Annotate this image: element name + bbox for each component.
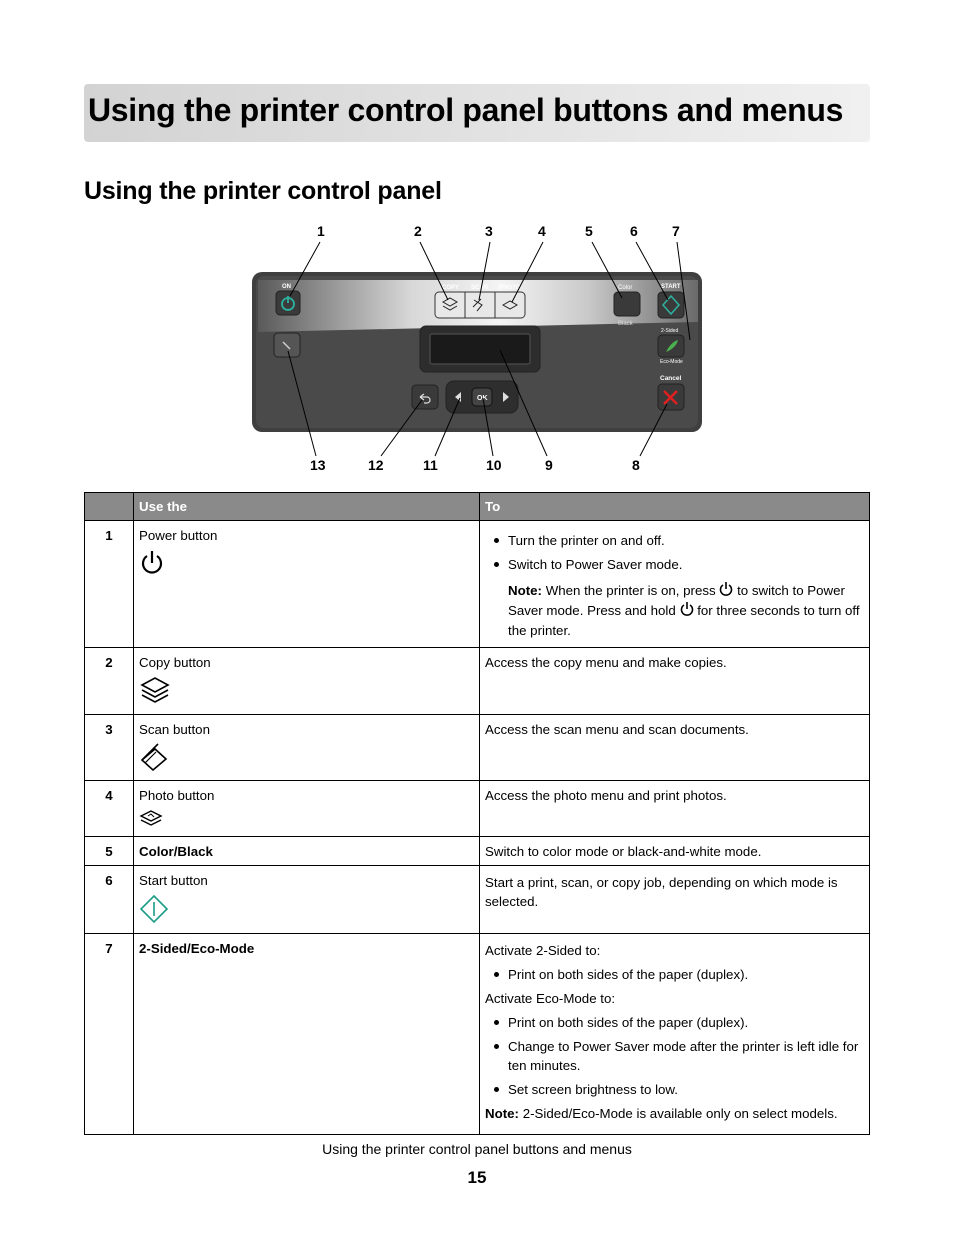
panel-label-scan: SCAN [471, 285, 489, 291]
panel-label-2sided: 2-Sided [661, 328, 679, 334]
panel-label-eco: Eco-Mode [660, 359, 683, 365]
panel-label-copy: COPY [442, 285, 460, 291]
note [508, 581, 864, 641]
chapter-title: Using the printer control panel buttons and menus [88, 92, 844, 128]
row-number: 7 [85, 934, 134, 1135]
note-text-part1: When the printer is on, press [545, 583, 716, 598]
list-item: Set screen brightness to low. [508, 1080, 864, 1099]
power-icon [139, 549, 165, 577]
scan-icon [139, 743, 169, 771]
table-row [85, 715, 870, 781]
callout-5: 5 [585, 223, 593, 239]
panel-label-color: Color [618, 285, 633, 291]
table-row [85, 934, 870, 1135]
table-header-use: Use the [134, 493, 480, 521]
row-number: 6 [85, 866, 134, 934]
note-text: 2-Sided/Eco-Mode is available only on select models. [522, 1106, 838, 1121]
note [485, 1104, 864, 1123]
panel-label-cancel: Cancel [660, 375, 682, 382]
control-panel-figure [0, 0, 954, 480]
note-text-part2: to switch to Power Saver mode. Press and hold [508, 583, 845, 618]
row-use [134, 781, 480, 837]
row-number: 1 [85, 521, 134, 648]
page-number: 15 [467, 1168, 487, 1187]
callout-8: 8 [632, 457, 640, 473]
callout-7: 7 [672, 223, 680, 239]
callout-4: 4 [538, 223, 546, 239]
callout-2: 2 [414, 223, 422, 239]
row-to: Access the photo menu and print photos. [480, 781, 870, 837]
list-item: Print on both sides of the paper (duplex). [508, 1013, 864, 1032]
list-item: Turn the printer on and off. [508, 531, 864, 550]
row-name: Scan button [139, 722, 210, 737]
inline-power-icon [719, 581, 733, 597]
callout-10: 10 [486, 457, 502, 473]
row-name: 2-Sided/Eco-Mode [134, 934, 480, 1135]
callout-11: 11 [423, 457, 438, 473]
callout-12: 12 [368, 457, 384, 473]
panel-label-photo: PHOTO [499, 285, 521, 291]
row-use [134, 521, 480, 648]
intro-text: Activate Eco-Mode to: [485, 991, 616, 1006]
panel-color-black-button [614, 292, 640, 316]
panel-label-start: START [661, 284, 681, 290]
row-name: Color/Black [134, 837, 480, 866]
row-use [134, 715, 480, 781]
row-to: Switch to color mode or black-and-white mode. [480, 837, 870, 866]
callout-9: 9 [545, 457, 553, 473]
note-label: Note: [508, 583, 542, 598]
intro-text: Activate 2-Sided to: [485, 943, 601, 958]
row-number: 4 [85, 781, 134, 837]
callout-13: 13 [310, 457, 326, 473]
row-name: Start button [139, 873, 208, 888]
row-use [134, 866, 480, 934]
table-row [85, 521, 870, 648]
start-icon [139, 894, 169, 924]
list-item: Change to Power Saver mode after the printer is left idle for ten minutes. [508, 1037, 864, 1075]
row-name: Photo button [139, 788, 215, 803]
row-number: 5 [85, 837, 134, 866]
table-row [85, 781, 870, 837]
footer-text: Using the printer control panel buttons and menus [322, 1141, 632, 1157]
callout-3: 3 [485, 223, 493, 239]
table-row [85, 866, 870, 934]
row-to: Access the scan menu and scan documents. [480, 715, 870, 781]
inline-power-icon [680, 601, 694, 617]
row-name: Copy button [139, 655, 211, 670]
button-reference-table [84, 492, 870, 1135]
table-header-blank [85, 493, 134, 521]
list-item: Print on both sides of the paper (duplex). [508, 965, 864, 984]
table-row [85, 648, 870, 715]
list-item: Switch to Power Saver mode. [508, 555, 864, 574]
row-number: 3 [85, 715, 134, 781]
row-to: Start a print, scan, or copy job, depending on which mode is selected. [480, 866, 870, 934]
row-to: Access the copy menu and make copies. [480, 648, 870, 715]
callout-1: 1 [317, 223, 325, 239]
note-label: Note: [485, 1106, 519, 1121]
copy-icon [139, 676, 171, 704]
row-name: Power button [139, 528, 218, 543]
note-text-part3: for three seconds to turn off the printer. [508, 603, 860, 638]
row-use [134, 648, 480, 715]
section-title: Using the printer control panel [84, 177, 442, 205]
row-number: 2 [85, 648, 134, 715]
table-row [85, 837, 870, 866]
panel-label-ok: OK [477, 395, 488, 402]
table-header-row [85, 493, 870, 521]
panel-label-black: Black [618, 321, 633, 327]
panel-label-on: ON [282, 284, 291, 290]
row-to [480, 521, 870, 648]
table-header-to: To [480, 493, 870, 521]
callout-6: 6 [630, 223, 638, 239]
photo-icon [139, 809, 163, 827]
row-to [480, 934, 870, 1135]
